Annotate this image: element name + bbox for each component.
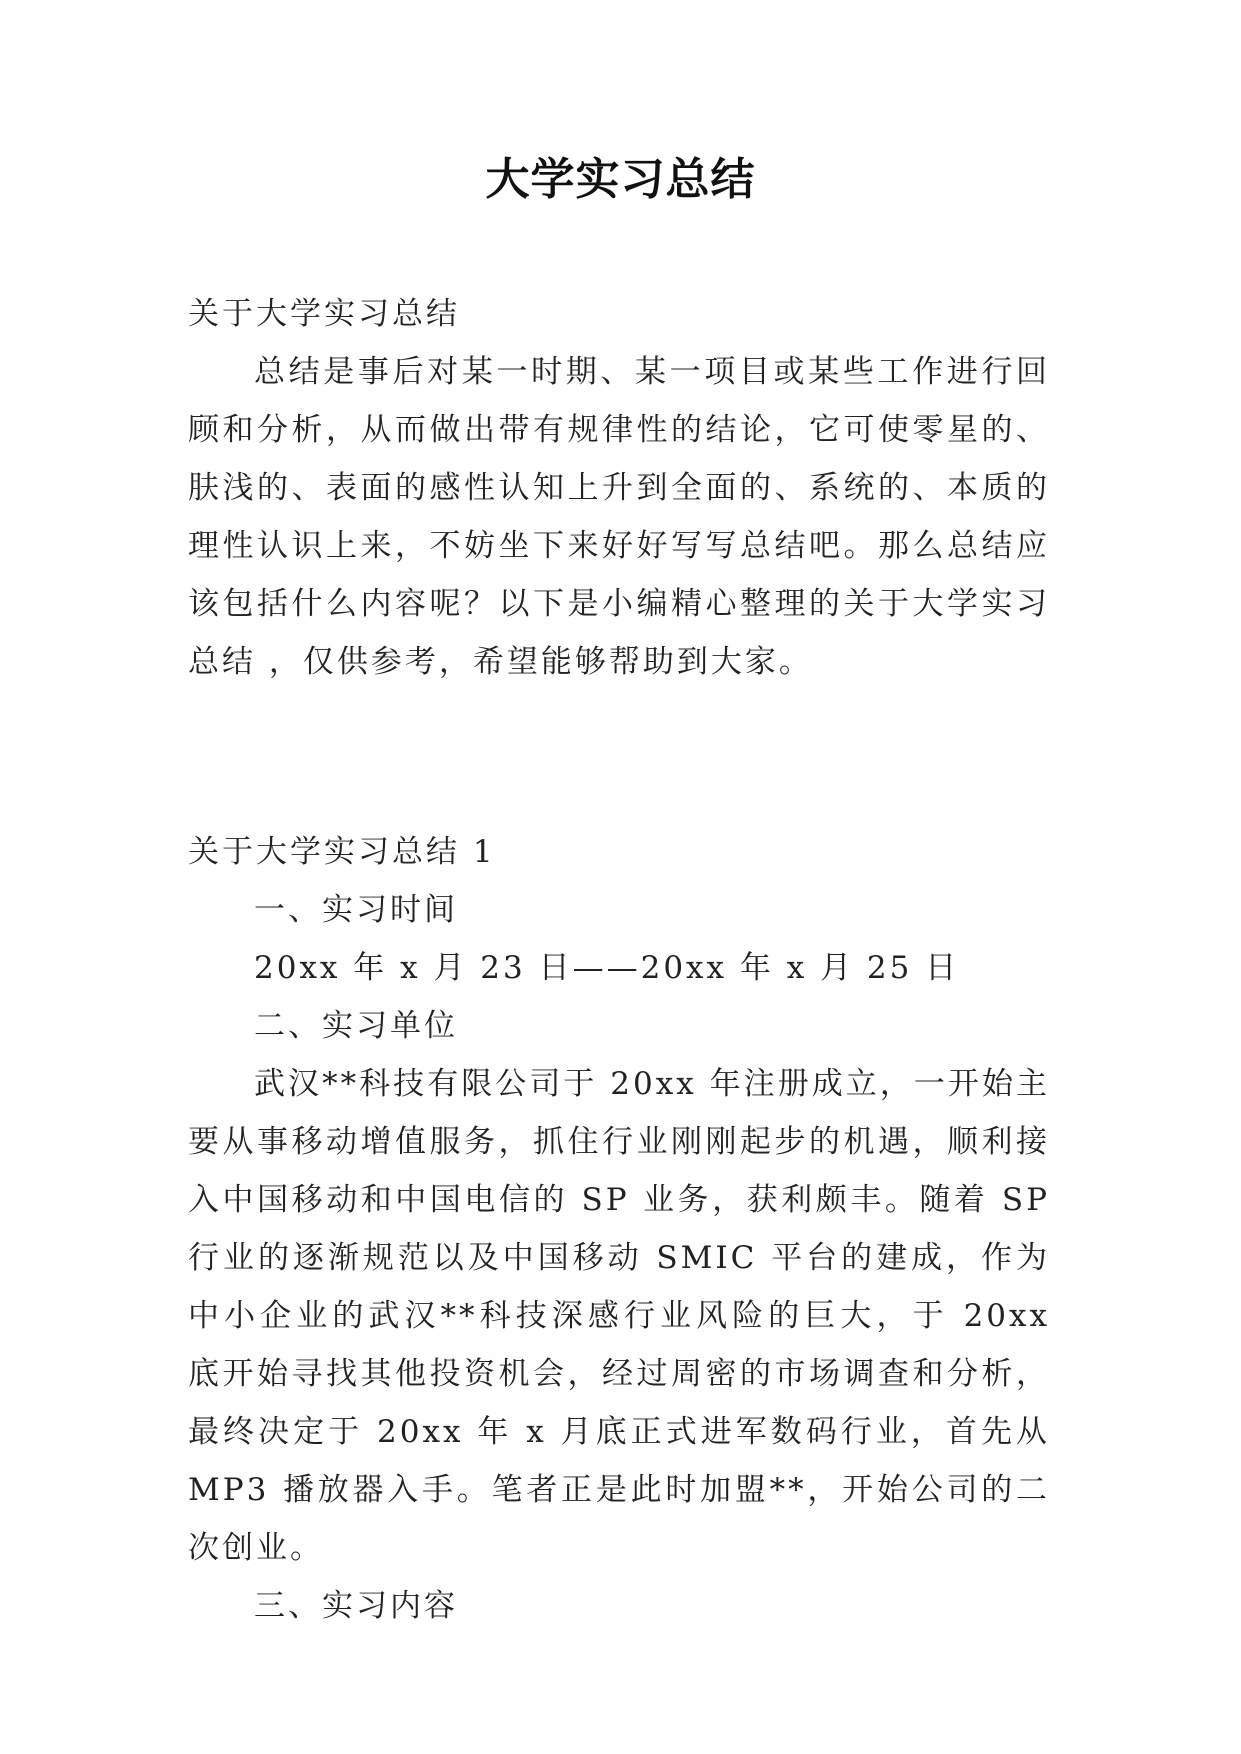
subheading-internship-unit: 二、实习单位 (254, 1008, 458, 1044)
intro-paragraph: 总结是事后对某一时期、某一项目或某些工作进行回顾和分析，从而做出带有规律性的结论，它可使零星的、肤浅的、表面的感性认知上升到全面的、系统的、本质的理性认识上来，不妨坐下来好好写写总结吧。那么总结应该包括什么内容呢？以下是小编精心整理的关于大学实习总结 ，仅供参考，希望能够帮助到大家。 (188, 354, 1050, 680)
intro-heading: 关于大学实习总结 (188, 296, 460, 332)
document-title: 大学实习总结 (485, 154, 756, 205)
internship-dates: 20xx 年 x 月 23 日——20xx 年 x 月 25 日 (254, 950, 960, 986)
section-heading: 关于大学实习总结 1 (188, 834, 496, 870)
subheading-internship-content: 三、实习内容 (254, 1588, 458, 1624)
subheading-internship-time: 一、实习时间 (254, 892, 458, 928)
document-body (188, 285, 1050, 1635)
company-description-paragraph: 武汉**科技有限公司于 20xx 年注册成立，一开始主要从事移动增值服务，抓住行业刚刚起步的机遇，顺利接入中国移动和中国电信的 SP 业务，获利颇丰。随着 SP 行业的逐渐规范以及中国移动 SMIC 平台的建成，作为中小企业的武汉**科技深感行业风险的巨大，于 20xx 底开始寻找其他投资机会，经过周密的市场调查和分析，最终决定于 20xx 年 x 月底正式进军数码行业，首先从 MP3 播放器入手。笔者正是此时加盟**，开始公司的二次创业。 (188, 1066, 1050, 1566)
section-spacer (188, 691, 1050, 823)
